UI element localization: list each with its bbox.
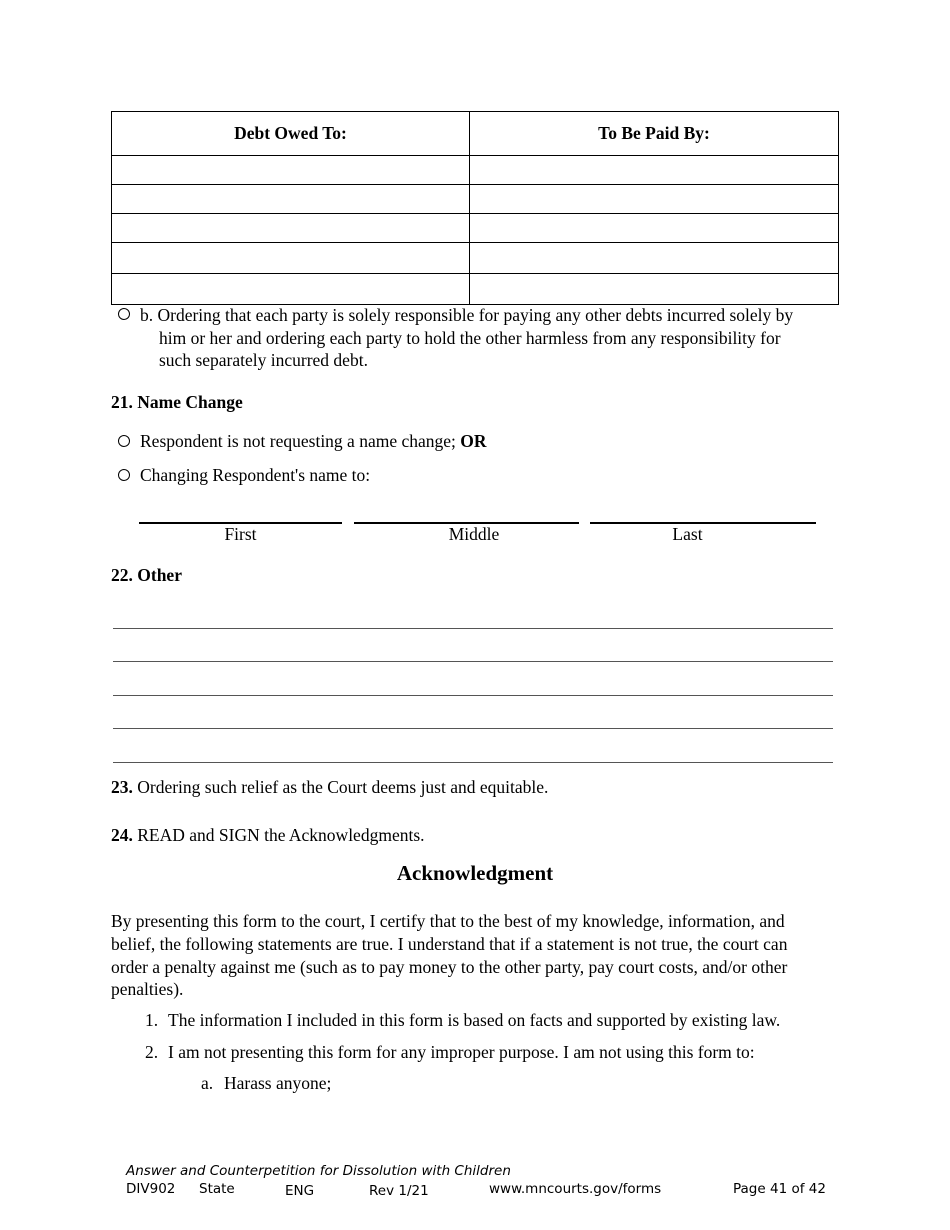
table-cell[interactable]	[470, 185, 839, 214]
last-name-input[interactable]	[590, 504, 816, 524]
table-cell[interactable]	[470, 156, 839, 185]
table-cell[interactable]	[112, 274, 470, 305]
other-line-5[interactable]	[113, 738, 833, 763]
change-name-radio[interactable]	[118, 469, 130, 481]
option-b-line2: him or her and ordering each party to hold the other harmless from any responsibility for	[159, 328, 781, 348]
middle-name-line[interactable]	[354, 502, 579, 524]
ack-sub-a-number: a.	[201, 1073, 214, 1093]
middle-name-input[interactable]	[354, 504, 579, 524]
no-name-change-radio[interactable]	[118, 435, 130, 447]
ack-item-2: I am not presenting this form for any improper purpose. I am not using this form to:	[168, 1042, 755, 1062]
debt-owed-to-input[interactable]	[112, 185, 469, 213]
to-be-paid-by-input[interactable]	[470, 274, 838, 304]
table-cell[interactable]	[112, 156, 470, 185]
table-row	[112, 214, 839, 243]
footer-language: ENG	[285, 1183, 315, 1199]
option-b-radio[interactable]	[118, 308, 130, 320]
table-cell[interactable]	[112, 185, 470, 214]
debt-owed-to-input[interactable]	[112, 156, 469, 184]
section-22-number: 22.	[111, 565, 133, 585]
footer-state: State	[199, 1181, 235, 1197]
debt-owed-to-input[interactable]	[112, 243, 469, 273]
table-row	[112, 243, 839, 274]
debt-owed-to-input[interactable]	[112, 214, 469, 242]
to-be-paid-by-input[interactable]	[470, 156, 838, 184]
other-line-3[interactable]	[113, 671, 833, 696]
footer-revision: Rev 1/21	[369, 1183, 429, 1199]
ack-item-2-number: 2.	[145, 1042, 159, 1062]
table-cell[interactable]	[112, 214, 470, 243]
debt-table	[111, 111, 839, 305]
ack-para-line-4: penalties).	[111, 979, 184, 999]
table-cell[interactable]	[470, 214, 839, 243]
ack-item-1-number: 1.	[145, 1010, 159, 1030]
table-cell[interactable]	[112, 243, 470, 274]
or-label: OR	[460, 431, 487, 451]
ack-para-line-1: By presenting this form to the court, I certify that to the best of my knowledge, information, and	[111, 911, 785, 931]
table-cell[interactable]	[470, 274, 839, 305]
other-input-5[interactable]	[113, 738, 833, 762]
to-be-paid-by-input[interactable]	[470, 214, 838, 242]
to-be-paid-by-input[interactable]	[470, 243, 838, 273]
first-name-input[interactable]	[139, 504, 342, 524]
section-21-title: Name Change	[137, 392, 243, 412]
section-21-number: 21.	[111, 392, 133, 412]
first-name-line[interactable]	[139, 502, 342, 524]
to-be-paid-by-input[interactable]	[470, 185, 838, 213]
table-row	[112, 274, 839, 305]
footer-url[interactable]: www.mncourts.gov/forms	[489, 1181, 662, 1197]
footer-form-title: Answer and Counterpetition for Dissolution with Children	[126, 1163, 511, 1179]
section-23-number: 23.	[111, 777, 133, 797]
first-name-label: First	[224, 524, 257, 544]
no-name-change-text: Respondent is not requesting a name change;	[140, 431, 461, 451]
no-name-change-label	[140, 431, 487, 452]
debt-owed-to-input[interactable]	[112, 274, 469, 304]
ack-item-1: The information I included in this form is based on facts and supported by existing law.	[168, 1010, 781, 1030]
other-input-3[interactable]	[113, 671, 833, 695]
table-row	[112, 185, 839, 214]
ack-para-line-3: order a penalty against me (such as to pay money to the other party, pay court costs, and/or other	[111, 957, 788, 977]
last-name-line[interactable]	[590, 502, 816, 524]
last-name-label: Last	[672, 524, 703, 544]
other-line-4[interactable]	[113, 704, 833, 729]
other-line-1[interactable]	[113, 604, 833, 629]
section-24	[111, 825, 425, 846]
table-row	[112, 156, 839, 185]
ack-sub-a: Harass anyone;	[224, 1073, 332, 1093]
option-b-line3: such separately incurred debt.	[159, 350, 368, 370]
other-input-4[interactable]	[113, 704, 833, 728]
footer-form-id: DIV902	[126, 1181, 176, 1197]
table-cell[interactable]	[470, 243, 839, 274]
table-header-row	[112, 112, 839, 156]
other-line-2[interactable]	[113, 637, 833, 662]
col-header-to-be-paid-by: To Be Paid By:	[470, 112, 839, 156]
footer-page-number: Page 41 of 42	[733, 1181, 826, 1197]
change-name-label: Changing Respondent's name to:	[140, 465, 371, 485]
ack-para-line-2: belief, the following statements are true. I understand that if a statement is not true, the court can	[111, 934, 788, 954]
section-23-text: Ordering such relief as the Court deems just and equitable.	[137, 777, 549, 797]
other-input-2[interactable]	[113, 637, 833, 661]
section-23	[111, 777, 548, 798]
section-21-heading	[111, 392, 243, 413]
option-b-line1: b. Ordering that each party is solely responsible for paying any other debts incurred solely by	[140, 305, 794, 325]
section-24-text: READ and SIGN the Acknowledgments.	[137, 825, 425, 845]
middle-name-label: Middle	[448, 524, 500, 544]
col-header-debt-owed-to: Debt Owed To:	[112, 112, 470, 156]
section-24-number: 24.	[111, 825, 133, 845]
section-22-title: Other	[137, 565, 182, 585]
section-22-heading	[111, 565, 182, 586]
other-input-1[interactable]	[113, 604, 833, 628]
acknowledgment-title: Acknowledgment	[396, 861, 554, 885]
